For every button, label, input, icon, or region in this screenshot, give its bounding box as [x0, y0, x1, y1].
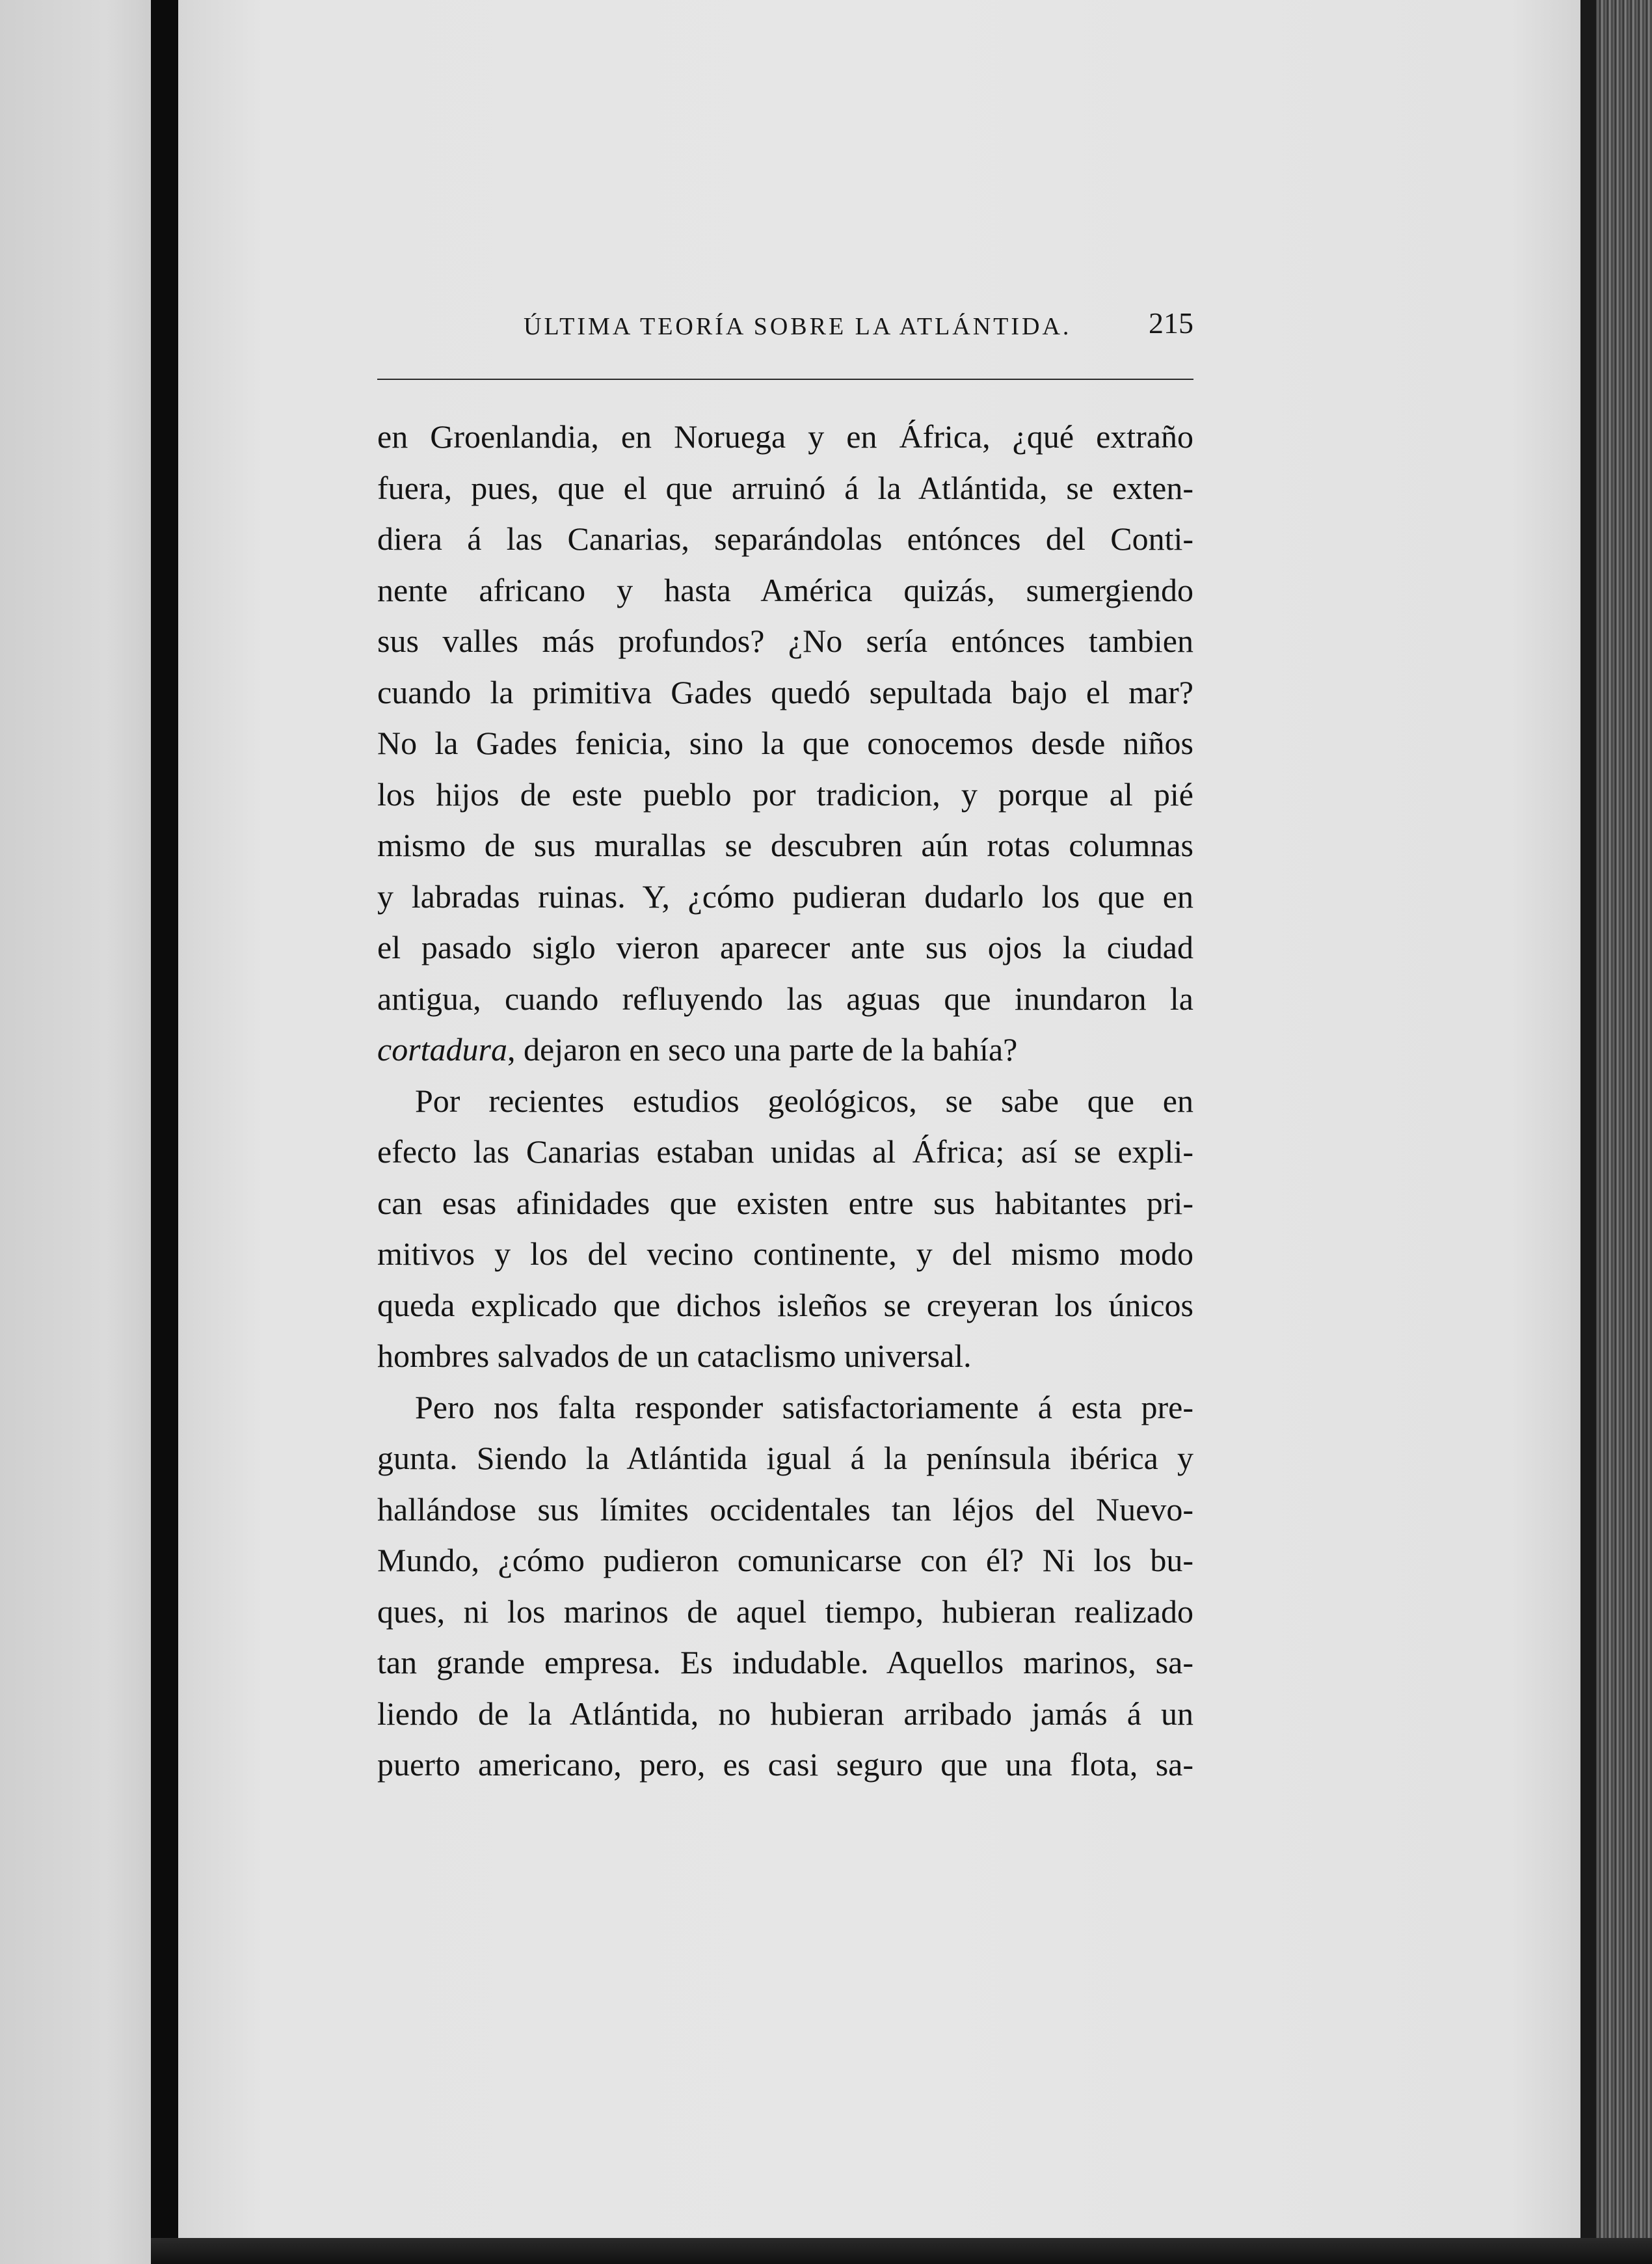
text-line: puerto americano, pero, es casi seguro que una flota, sa- — [377, 1746, 1193, 1783]
bottom-shadow — [151, 2238, 1652, 2264]
text-line: los hijos de este pueblo por tradicion, y porque al pié — [377, 775, 1193, 813]
text-line: en Groenlandia, en Noruega y en África, ¿qué extraño — [377, 418, 1193, 455]
running-head — [380, 306, 1193, 358]
facing-page-edge — [0, 0, 151, 2264]
body-text — [377, 411, 1193, 1790]
text-line: fuera, pues, que el que arruinó á la Atlántida, se exten- — [377, 469, 1193, 506]
text-line: gunta. Siendo la Atlántida igual á la península ibérica y — [377, 1440, 1193, 1476]
text-line: diera á las Canarias, separándolas entónces del Conti- — [377, 520, 1193, 557]
text-line: y labradas ruinas. Y, ¿cómo pudieran dudarlo los que en — [377, 878, 1193, 915]
text-line: No la Gades fenicia, sino la que conocemos desde niños — [377, 725, 1193, 761]
italic-term: cortadura — [377, 1031, 507, 1068]
text-line-rest: , dejaron en seco una parte de la bahía? — [507, 1031, 1018, 1068]
text-line: antigua, cuando refluyendo las aguas que inundaron la — [377, 980, 1193, 1017]
text-line: el pasado siglo vieron aparecer ante sus ojos la ciudad — [377, 929, 1193, 965]
running-head-title: ÚLTIMA TEORÍA SOBRE LA ATLÁNTIDA. — [524, 313, 1072, 340]
text-line: nente africano y hasta América quizás, sumergiendo — [377, 571, 1193, 608]
text-line: sus valles más profundos? ¿No sería entónces tambien — [377, 623, 1193, 659]
text-line: Pero nos falta responder satisfactoriamente á esta pre- — [415, 1388, 1193, 1425]
text-line: mismo de sus murallas se descubren aún rotas columnas — [377, 827, 1193, 863]
header-rule — [377, 379, 1193, 380]
text-line: can esas afinidades que existen entre sus habitantes pri- — [377, 1184, 1193, 1221]
text-line: tan grande empresa. Es indudable. Aquellos marinos, sa- — [377, 1644, 1193, 1680]
text-line: Mundo, ¿cómo pudieron comunicarse con él? Ni los bu- — [377, 1542, 1193, 1578]
text-line: cuando la primitiva Gades quedó sepultada bajo el mar? — [377, 673, 1193, 710]
text-line: hallándose sus límites occidentales tan léjos del Nuevo- — [377, 1490, 1193, 1528]
text-line: mitivos y los del vecino continente, y del mismo modo — [377, 1235, 1193, 1272]
book-gutter — [151, 0, 178, 2264]
text-line — [377, 1024, 1193, 1075]
text-line: hombres salvados de un cataclismo universal. — [377, 1338, 972, 1374]
page-number: 215 — [1149, 306, 1193, 340]
text-line: liendo de la Atlántida, no hubieran arribado jamás á un — [377, 1695, 1193, 1732]
text-line: queda explicado que dichos isleños se creyeran los únicos — [377, 1286, 1193, 1323]
page-block-edges — [1580, 0, 1652, 2264]
text-line: ques, ni los marinos de aquel tiempo, hubieran realizado — [377, 1593, 1193, 1630]
text-line: efecto las Canarias estaban unidas al África; así se expli- — [377, 1133, 1193, 1170]
text-line: Por recientes estudios geológicos, se sabe que en — [415, 1082, 1193, 1119]
